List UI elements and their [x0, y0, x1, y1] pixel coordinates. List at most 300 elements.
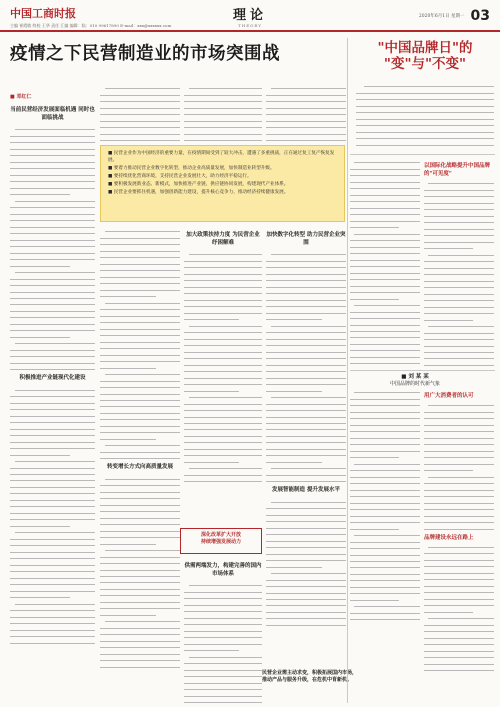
masthead-left — [10, 5, 171, 29]
text-line — [266, 308, 346, 313]
text-line — [350, 281, 420, 286]
text-line — [184, 646, 239, 651]
text-line — [350, 453, 399, 458]
text-line — [424, 328, 494, 333]
text-line — [100, 598, 180, 603]
text-line — [10, 424, 95, 429]
text-line — [424, 498, 494, 503]
text-line — [100, 253, 180, 258]
text-line — [100, 487, 180, 492]
text-line — [266, 556, 346, 561]
text-line — [10, 405, 95, 410]
text-line — [350, 518, 420, 523]
side-intro — [356, 82, 494, 152]
text-line — [266, 601, 346, 606]
issue-date: 2020年6月1日 星期一 — [418, 14, 465, 19]
text-line — [184, 399, 262, 404]
text-line — [424, 453, 494, 458]
text-line — [100, 292, 156, 297]
text-line — [266, 510, 346, 515]
text-line — [424, 211, 494, 216]
text-line — [428, 614, 494, 619]
text-line — [424, 479, 494, 484]
text-line — [10, 489, 95, 494]
text-line — [10, 164, 95, 169]
text-line — [266, 477, 346, 482]
text-line — [266, 123, 346, 128]
text-line — [266, 549, 346, 554]
text-line — [100, 136, 180, 141]
text-line — [354, 301, 420, 306]
text-line — [10, 418, 95, 423]
text-line — [350, 492, 420, 497]
text-line — [350, 314, 420, 319]
text-line — [100, 623, 180, 628]
text-line — [424, 433, 494, 438]
text-line — [184, 328, 262, 333]
text-line — [184, 341, 262, 346]
text-line — [184, 256, 262, 261]
text-line — [184, 269, 262, 274]
text-line — [10, 515, 95, 520]
text-line — [350, 472, 420, 477]
side-col-3 — [350, 388, 420, 703]
text-line — [424, 348, 494, 353]
text-line — [10, 261, 70, 266]
text-line — [356, 134, 494, 139]
text-line — [354, 602, 420, 607]
text-line — [15, 196, 95, 201]
text-line — [266, 432, 346, 437]
text-line — [271, 250, 346, 255]
text-line — [184, 116, 262, 121]
text-line — [100, 585, 180, 590]
side-headline — [360, 40, 490, 72]
text-line — [271, 497, 346, 502]
text-block — [266, 84, 346, 141]
text-line — [184, 276, 262, 281]
text-line — [350, 236, 420, 241]
text-line — [10, 300, 95, 305]
text-line — [100, 350, 180, 355]
text-line — [10, 138, 95, 143]
text-line — [266, 419, 346, 424]
text-line — [184, 263, 262, 268]
side-author-sub: 中国品牌的时代新气象 — [389, 381, 440, 387]
summary-item: ■ 要持续优化营商环境，支持民营企业发展壮大，助力经济平稳运行。 — [108, 173, 252, 179]
text-line — [350, 223, 399, 228]
text-line — [424, 440, 494, 445]
text-line — [184, 406, 262, 411]
text-line — [100, 636, 180, 641]
text-line — [350, 190, 420, 195]
text-line — [184, 613, 262, 618]
text-line — [15, 268, 95, 273]
text-line — [266, 103, 346, 108]
text-line — [10, 242, 95, 247]
text-line — [100, 272, 180, 277]
text-line — [10, 287, 95, 292]
text-line — [266, 90, 346, 95]
text-line — [350, 479, 420, 484]
text-line — [10, 450, 70, 455]
text-line — [10, 496, 95, 501]
text-line — [350, 505, 420, 510]
text-line — [424, 263, 494, 268]
text-line — [350, 210, 420, 215]
text-line — [105, 617, 180, 622]
text-line — [184, 90, 262, 95]
text-line — [10, 157, 95, 162]
text-line — [100, 331, 180, 336]
column-divider — [347, 38, 348, 703]
text-line — [100, 428, 180, 433]
text-line — [10, 560, 95, 565]
text-line — [184, 672, 262, 677]
text-line — [424, 296, 494, 301]
text-line — [100, 649, 180, 654]
text-line — [184, 659, 262, 664]
text-line — [350, 249, 420, 254]
text-line — [100, 129, 180, 134]
text-line — [266, 438, 346, 443]
text-line — [184, 470, 262, 475]
text-line — [266, 470, 346, 475]
text-block — [184, 581, 262, 703]
text-line — [354, 158, 420, 163]
text-line — [266, 347, 346, 352]
main-col-3-top — [184, 84, 262, 142]
text-line — [424, 276, 494, 281]
text-line — [266, 562, 322, 567]
text-line — [350, 537, 420, 542]
text-line — [428, 179, 494, 184]
text-line — [424, 640, 494, 645]
text-line — [266, 360, 346, 365]
text-line — [350, 327, 420, 332]
summary-item: ■ 民营企业要抓住机遇，加强创新能力建设，提升核心竞争力，推动经济持续健康发展。 — [108, 189, 289, 195]
text-line — [100, 409, 180, 414]
text-line — [350, 177, 420, 182]
text-line — [10, 274, 95, 279]
text-line — [10, 567, 95, 572]
text-line — [350, 596, 399, 601]
text-line — [100, 578, 180, 583]
text-line — [100, 415, 180, 420]
text-line — [100, 454, 180, 459]
paper-info: 主编 崔霞敏 终校 王华 责任 汇编 编辑：临：010 99617890 E-mail：xxx@xxxxxx.com — [10, 23, 172, 28]
text-block — [184, 84, 262, 141]
text-line — [184, 386, 239, 391]
text-line — [100, 305, 180, 310]
text-line — [184, 334, 262, 339]
text-line — [350, 576, 420, 581]
text-line — [424, 633, 494, 638]
main-subhead-1: 当前民营经济发展面临机遇 同时也面临挑战 — [10, 107, 95, 121]
text-line — [189, 652, 262, 657]
text-line — [10, 216, 95, 221]
text-line — [10, 593, 70, 598]
section-title — [200, 4, 300, 28]
text-line — [266, 289, 346, 294]
side-col-4 — [424, 388, 494, 703]
text-line — [15, 385, 95, 390]
text-line — [266, 380, 346, 385]
main-author-tag: ■ 邓红仁 — [10, 94, 32, 100]
text-line — [350, 164, 420, 169]
text-line — [10, 313, 95, 318]
text-line — [100, 422, 180, 427]
section-divider — [350, 154, 495, 155]
text-line — [100, 520, 180, 525]
text-line — [266, 588, 346, 593]
text-line — [266, 412, 346, 417]
text-line — [100, 110, 180, 115]
text-line — [266, 302, 346, 307]
text-line — [100, 533, 180, 538]
text-line — [10, 307, 95, 312]
text-line — [10, 333, 70, 338]
text-line — [184, 477, 262, 482]
text-line — [10, 573, 95, 578]
text-line — [271, 464, 346, 469]
text-line — [184, 123, 262, 128]
text-line — [10, 352, 95, 357]
text-line — [100, 318, 180, 323]
text-line — [100, 396, 180, 401]
text-line — [266, 328, 346, 333]
text-line — [100, 337, 180, 342]
text-line — [266, 406, 346, 411]
text-line — [184, 302, 262, 307]
text-line — [424, 505, 494, 510]
text-line — [266, 315, 322, 320]
summary-box — [100, 145, 345, 222]
text-line — [10, 222, 95, 227]
text-block — [266, 497, 346, 626]
text-line — [424, 459, 494, 464]
text-line — [266, 445, 346, 450]
text-line — [100, 363, 156, 368]
text-line — [424, 492, 494, 497]
text-line — [184, 445, 262, 450]
text-line — [266, 269, 346, 274]
text-line — [424, 354, 494, 359]
text-line — [184, 594, 262, 599]
text-line — [15, 339, 95, 344]
text-line — [424, 224, 494, 229]
text-line — [189, 84, 262, 89]
text-line — [424, 231, 494, 236]
text-line — [266, 614, 346, 619]
text-line — [424, 289, 494, 294]
text-line — [271, 84, 346, 89]
text-line — [100, 630, 180, 635]
text-line — [184, 308, 262, 313]
text-line — [350, 268, 420, 273]
masthead-right — [419, 8, 490, 24]
text-line — [424, 466, 473, 471]
text-line — [354, 459, 420, 464]
side-col-2 — [424, 158, 494, 368]
text-line — [428, 472, 494, 477]
text-line — [350, 407, 420, 412]
text-line — [424, 601, 494, 606]
text-line — [266, 536, 346, 541]
text-line — [10, 444, 95, 449]
text-line — [100, 259, 180, 264]
text-line — [10, 476, 95, 481]
text-line — [424, 185, 494, 190]
text-line — [350, 197, 420, 202]
text-line — [424, 653, 494, 658]
text-line — [350, 563, 420, 568]
text-line — [350, 262, 420, 267]
main-headline: 疫情之下民营制造业的市场突围战 — [10, 44, 280, 64]
side-headline-line1: "中国品牌日"的 — [377, 40, 473, 56]
text-line — [10, 229, 95, 234]
text-line — [266, 282, 346, 287]
section-en: THEORY — [238, 23, 262, 28]
text-line — [184, 685, 262, 690]
text-line — [184, 607, 262, 612]
text-line — [10, 619, 95, 624]
text-line — [424, 627, 494, 632]
text-line — [350, 420, 420, 425]
text-line — [10, 190, 70, 195]
text-line — [10, 131, 95, 136]
text-line — [424, 524, 494, 529]
text-line — [100, 572, 180, 577]
text-line — [10, 534, 95, 539]
text-line — [350, 294, 399, 299]
text-line — [424, 361, 494, 366]
text-line — [350, 466, 420, 471]
text-line — [105, 227, 180, 232]
text-line — [424, 620, 494, 625]
text-line — [424, 407, 494, 412]
text-line — [105, 84, 180, 89]
text-line — [10, 502, 95, 507]
text-line — [10, 281, 95, 286]
text-line — [100, 481, 180, 486]
text-line — [424, 309, 494, 314]
text-line — [424, 335, 494, 340]
text-line — [105, 298, 180, 303]
text-line — [424, 192, 494, 197]
text-line — [100, 103, 180, 108]
text-line — [350, 216, 420, 221]
text-line — [10, 294, 95, 299]
text-line — [100, 389, 180, 394]
text-line — [100, 246, 180, 251]
text-line — [100, 604, 180, 609]
text-line — [424, 198, 494, 203]
text-block — [184, 250, 262, 482]
text-line — [184, 289, 262, 294]
text-line — [184, 360, 262, 365]
text-line — [189, 464, 262, 469]
text-line — [424, 257, 494, 262]
text-line — [10, 151, 95, 156]
text-line — [424, 485, 494, 490]
text-line — [10, 521, 70, 526]
summary-item: ■ 民营企业作为中国经济的重要力量，在疫情期间受到了较大冲击，遭遇了多重挑战，正在通过复工复产恢复发展。 — [108, 151, 335, 163]
text-line — [10, 365, 95, 370]
promo-box-line1: 深化改革扩大开放 — [200, 532, 241, 538]
side-section-label-1: 以国际化战略提升中国品牌的"可见度" — [424, 163, 491, 177]
main-col-3-lower — [184, 227, 262, 522]
text-line — [189, 393, 262, 398]
text-line — [184, 129, 262, 134]
text-line — [184, 587, 262, 592]
text-line — [350, 184, 420, 189]
text-line — [356, 127, 494, 132]
text-line — [15, 457, 95, 462]
text-line — [184, 639, 262, 644]
text-line — [356, 95, 494, 100]
text-line — [100, 447, 180, 452]
text-line — [266, 354, 346, 359]
text-line — [10, 632, 95, 637]
text-line — [424, 549, 494, 554]
text-line — [10, 580, 95, 585]
bottom-callout: 民营企业需主动求变，积极拓展国内市场，推动产品与服务升级，在危机中育新机。 — [262, 670, 358, 683]
text-line — [184, 315, 239, 320]
text-line — [266, 517, 346, 522]
text-line — [424, 556, 494, 561]
text-line — [184, 380, 262, 385]
text-line — [428, 250, 494, 255]
text-line — [100, 656, 180, 661]
text-line — [271, 393, 346, 398]
text-line — [266, 116, 346, 121]
text-line — [424, 511, 494, 516]
text-line — [100, 565, 180, 570]
text-line — [354, 229, 420, 234]
text-line — [354, 388, 420, 393]
promo-box — [180, 528, 262, 554]
main-col-2-top — [100, 84, 180, 142]
text-line — [356, 121, 494, 126]
text-line — [266, 543, 346, 548]
text-line — [266, 575, 346, 580]
text-block — [100, 474, 180, 667]
text-line — [356, 108, 494, 113]
text-block — [350, 158, 420, 364]
text-line — [424, 569, 494, 574]
text-line — [266, 399, 346, 404]
lower-subhead: 供需两端发力，构建完善的国内市场体系 — [184, 563, 262, 577]
text-line — [10, 320, 95, 325]
text-line — [350, 394, 420, 399]
text-line — [184, 295, 262, 300]
text-line — [428, 401, 494, 406]
text-block — [424, 543, 494, 672]
text-line — [424, 237, 494, 242]
text-line — [424, 607, 473, 612]
text-line — [184, 103, 262, 108]
text-line — [266, 386, 322, 391]
text-line — [184, 678, 262, 683]
text-line — [424, 446, 494, 451]
text-line — [266, 621, 346, 626]
text-line — [100, 507, 180, 512]
side-section-label-2: 用广大消费者的认可 — [424, 393, 474, 399]
text-line — [184, 451, 262, 456]
text-line — [184, 665, 262, 670]
text-line — [100, 611, 156, 616]
